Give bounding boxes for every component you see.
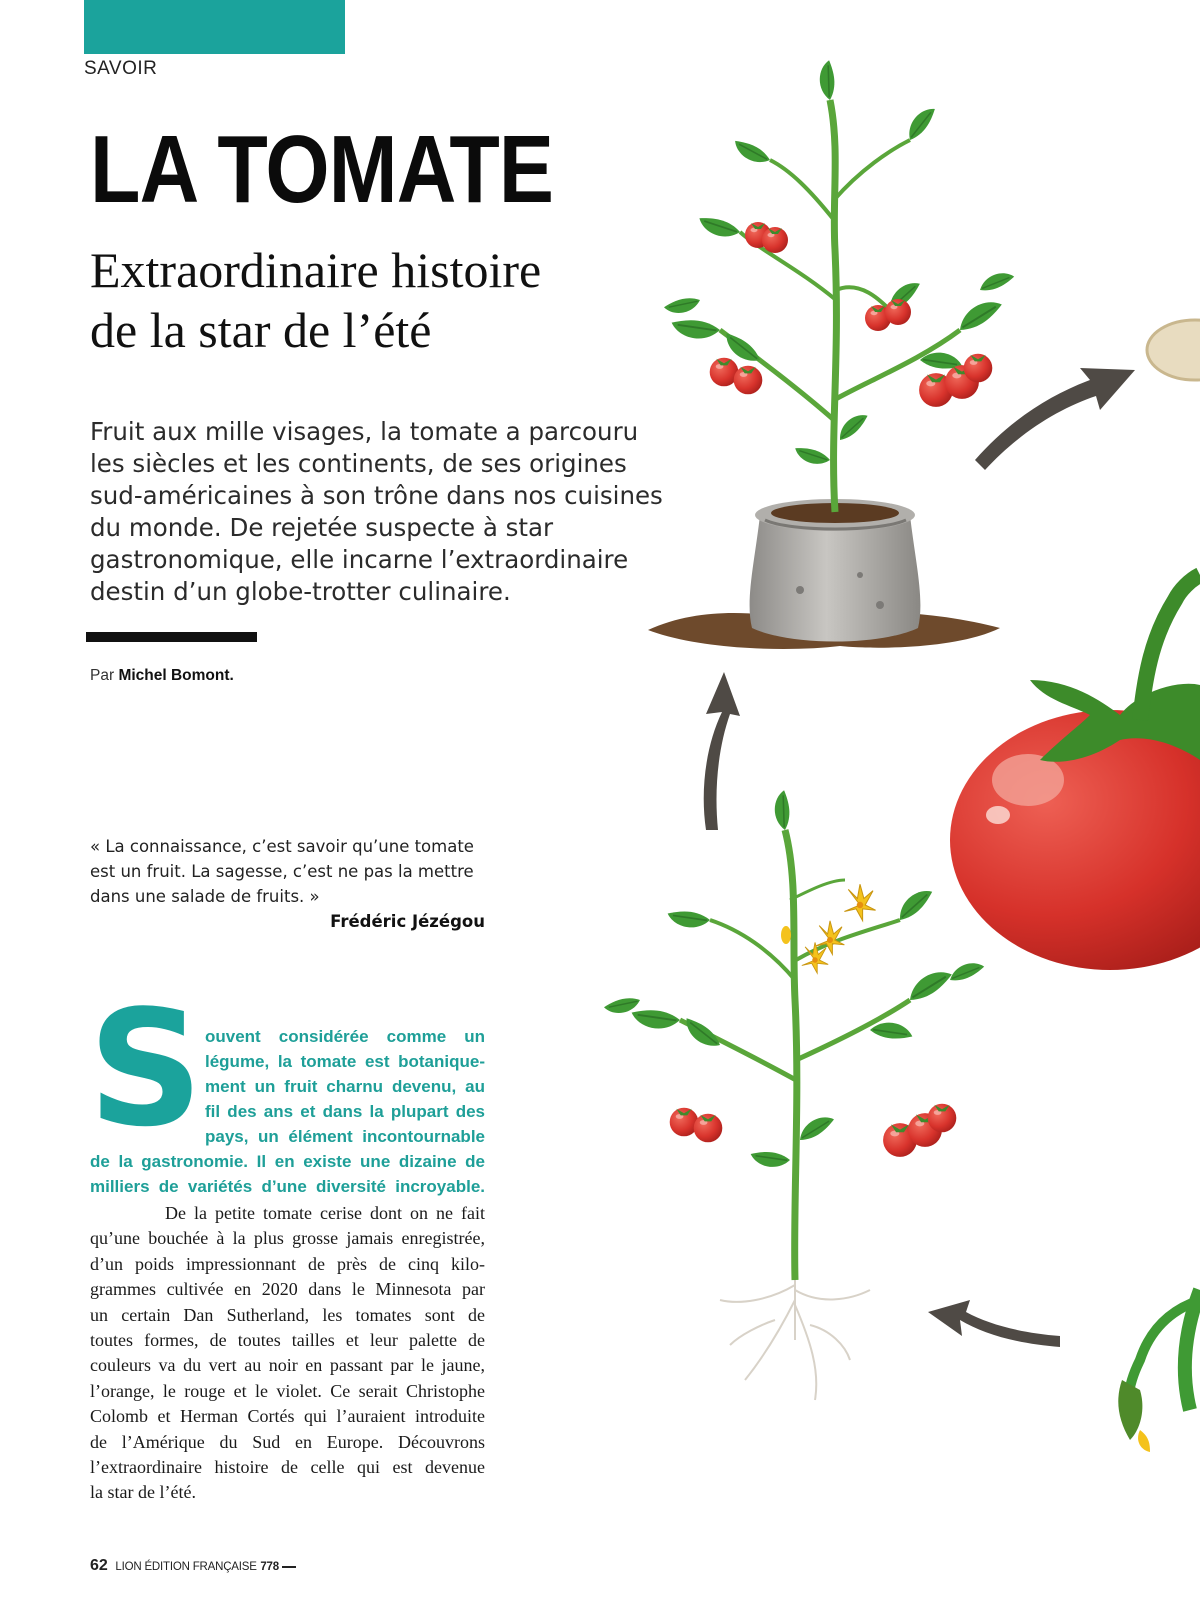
body-line: l’orange, le rouge et le violet. Ce serait Christophe xyxy=(90,1380,485,1401)
section-label: SAVOIR xyxy=(84,58,158,79)
lead-line: ouvent considérée comme un xyxy=(205,1027,485,1046)
lead-line: fil des ans et dans la plupart des xyxy=(205,1102,485,1121)
subtitle-line: Extraordinaire histoire xyxy=(90,242,542,298)
body-line: toutes formes, de toutes tailles et leur palette de xyxy=(90,1330,485,1351)
intro-line: du monde. De rejetée suspecte à star xyxy=(90,513,554,542)
quote-line: dans une salade de fruits. » xyxy=(90,887,320,906)
body-line: couleurs va du vert au noir en passant par le jaune, xyxy=(90,1355,485,1376)
lead-line: pays, un élément incontournable xyxy=(205,1127,485,1146)
body-line: Colomb et Herman Cortés qui l’auraient introduite xyxy=(90,1406,485,1427)
body-line: l’extraordinaire histoire de celle qui est devenue xyxy=(90,1457,485,1478)
body-line: De la petite tomate cerise dont on ne fait xyxy=(165,1203,485,1223)
drop-cap: S xyxy=(88,975,204,1162)
subtitle-line: de la star de l’été xyxy=(90,302,432,358)
issue-number: 778 xyxy=(260,1561,279,1573)
seed-icon xyxy=(1147,320,1200,380)
lead-line: légume, la tomate est botanique- xyxy=(205,1052,485,1071)
intro-line: gastronomique, elle incarne l’extraordinaire xyxy=(90,545,629,574)
byline-prefix: Par xyxy=(90,667,115,684)
body-line: grammes cultivée en 2020 dans le Minnesota par xyxy=(90,1279,485,1300)
body-line: la star de l’été. xyxy=(90,1482,196,1503)
lead-line: ment un fruit charnu devenu, au xyxy=(205,1077,485,1096)
intro-line: les siècles et les continents, de ses origines xyxy=(90,449,627,478)
page-number: 62 xyxy=(90,1557,108,1574)
intro-line: sud-américaines à son trône dans nos cuisines xyxy=(90,481,663,510)
body-line: de l’Amérique du Sud en Europe. Découvrons xyxy=(90,1431,485,1452)
quote-author: Frédéric Jézégou xyxy=(330,912,485,931)
body-line: un certain Dan Sutherland, les tomates sont de xyxy=(90,1304,485,1325)
body-line: qu’une bouchée à la plus grosse jamais enregistrée, xyxy=(90,1228,485,1249)
quote-line: « La connaissance, c’est savoir qu’une tomate xyxy=(90,837,474,856)
flowering-tomato-plant-icon xyxy=(604,789,986,1400)
byline-author: Michel Bomont. xyxy=(118,667,234,684)
body-line: d’un poids impressionnant de près de cinq kilo- xyxy=(90,1253,485,1274)
lead-line: de la gastronomie. Il en existe une dizaine de xyxy=(90,1152,485,1171)
sprout-icon xyxy=(1118,1290,1200,1452)
intro-line: Fruit aux mille visages, la tomate a parcouru xyxy=(90,417,639,446)
lead-line: milliers de variétés d’une diversité incroyable. xyxy=(90,1177,485,1196)
quote-line: est un fruit. La sagesse, c’est ne pas la mettre xyxy=(90,862,474,881)
intro-line: destin d’un globe-trotter culinaire. xyxy=(90,577,511,606)
big-tomato-icon xyxy=(950,575,1200,970)
publication-name: LION ÉDITION FRANÇAISE xyxy=(115,1561,257,1573)
article-title: LA TOMATE xyxy=(90,116,554,223)
potted-tomato-plant-icon xyxy=(648,59,1016,649)
